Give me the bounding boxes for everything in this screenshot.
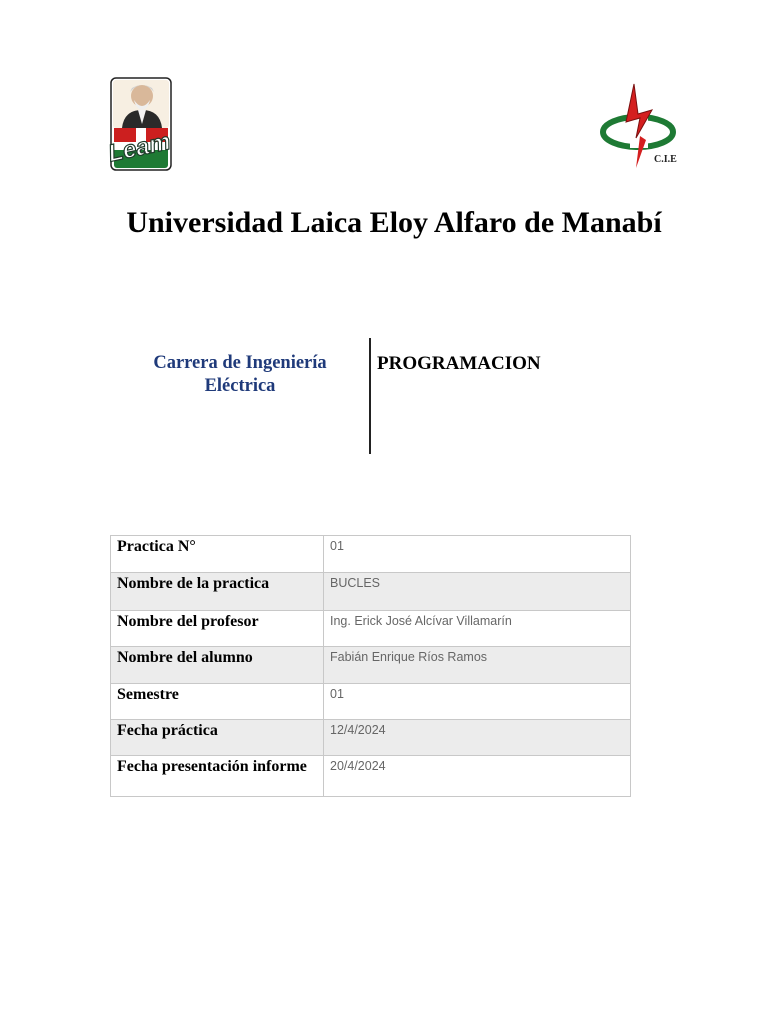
leam-logo-icon [108,76,176,174]
row-value: Fabián Enrique Ríos Ramos [324,647,631,684]
row-label: Practica N° [111,536,324,573]
row-value: 12/4/2024 [324,720,631,756]
cie-logo-icon [596,82,686,174]
table-row [111,573,631,611]
row-value: 01 [324,684,631,720]
table-row [111,756,631,797]
table-row [111,647,631,684]
row-label: Nombre de la practica [111,573,324,611]
table-row [111,684,631,720]
row-value: Ing. Erick José Alcívar Villamarín [324,611,631,647]
row-value: 01 [324,536,631,573]
university-title: Universidad Laica Eloy Alfaro de Manabí [126,206,662,239]
practice-details-table [110,535,631,797]
row-label: Nombre del profesor [111,611,324,647]
table-row [111,536,631,573]
row-value: BUCLES [324,573,631,611]
row-label: Nombre del alumno [111,647,324,684]
table-row [111,611,631,647]
table-row [111,720,631,756]
row-value: 20/4/2024 [324,756,631,797]
vertical-divider [369,338,371,454]
row-label: Fecha práctica [111,720,324,756]
subject-title: PROGRAMACION [377,353,541,374]
cie-logo-text: C.I.E [654,154,677,165]
row-label: Fecha presentación informe [111,756,324,797]
leam-logo-text: Leam [106,128,173,168]
career-name: Carrera de Ingeniería Eléctrica [153,353,327,396]
row-label: Semestre [111,684,324,720]
